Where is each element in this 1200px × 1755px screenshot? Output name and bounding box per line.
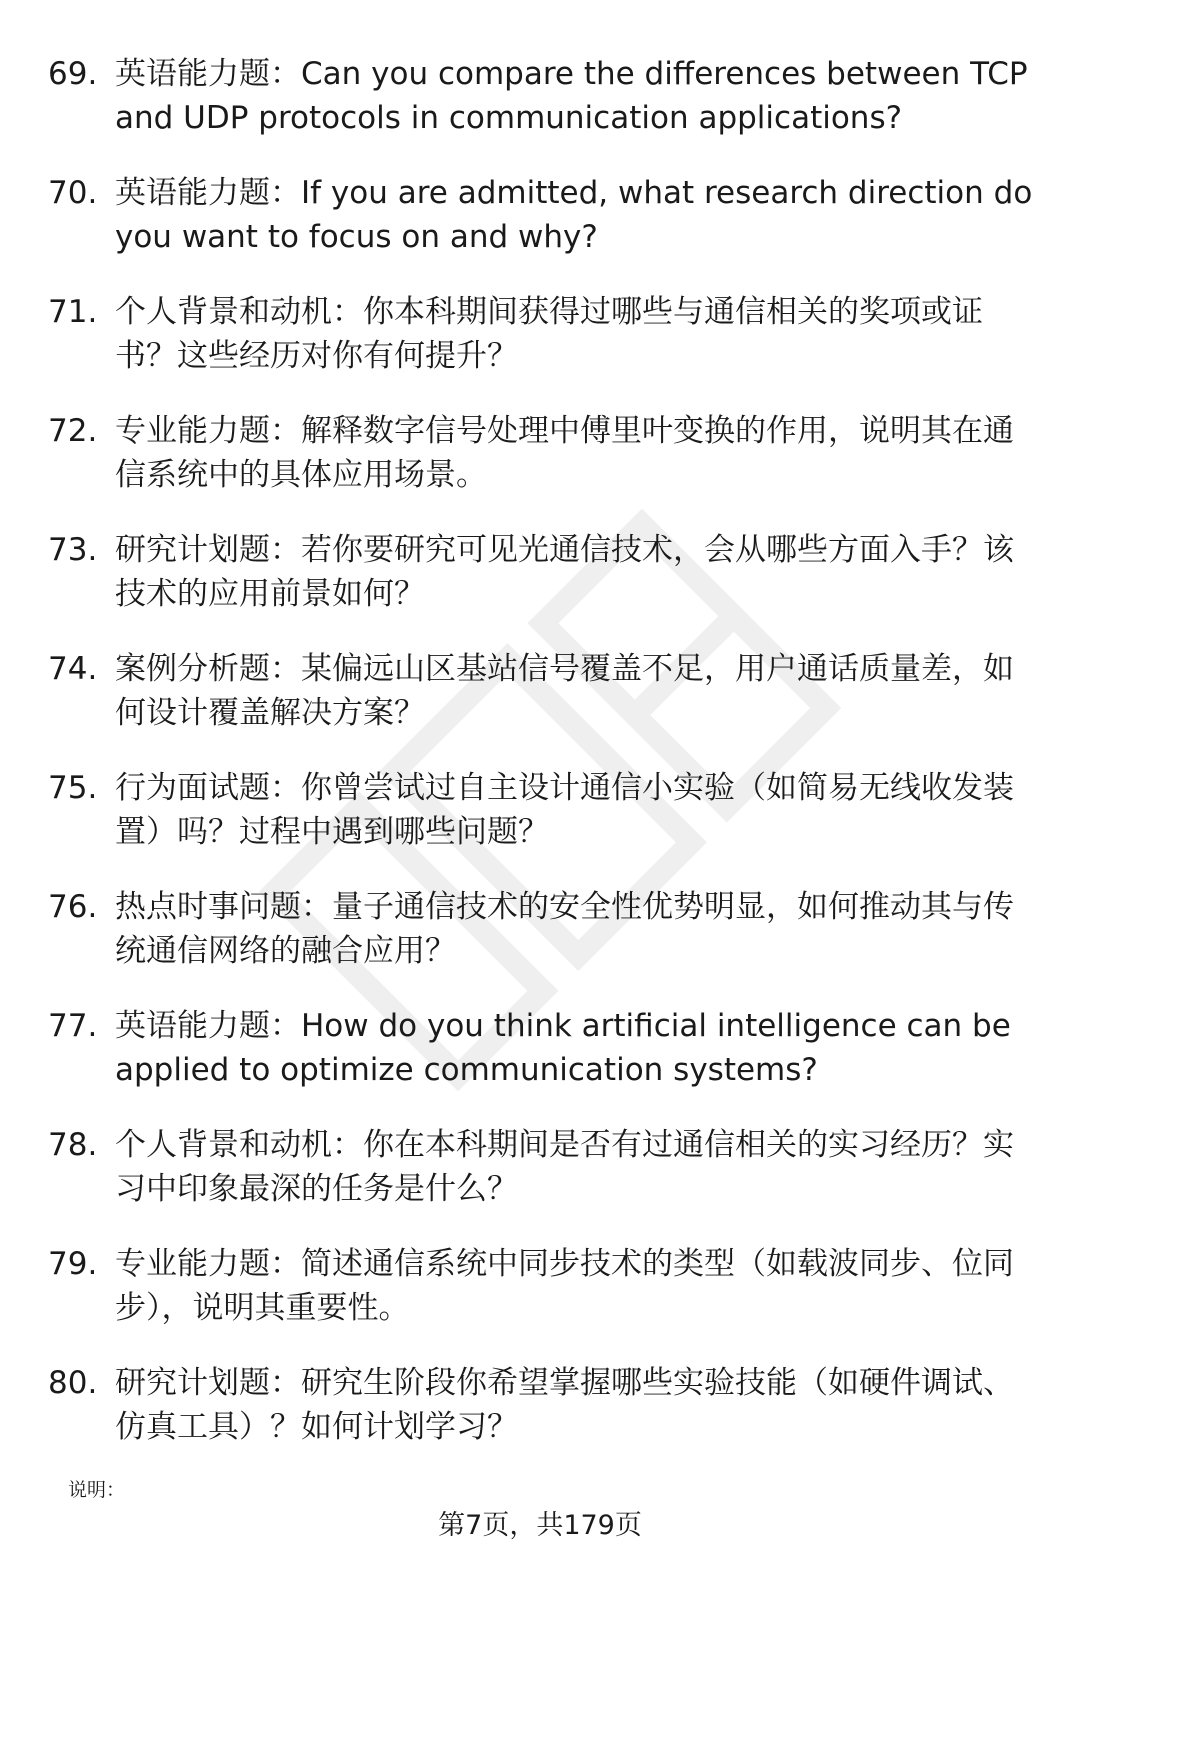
question-text: 研究计划题：若你要研究可见光通信技术，会从哪些方面入手？该技术的应用前景如何？	[115, 532, 1014, 612]
page-number: 第7页，共179页	[438, 1510, 642, 1541]
list-item	[48, 766, 1048, 885]
question-text: 案例分析题：某偏远山区基站信号覆盖不足，用户通话质量差，如何设计覆盖解决方案？	[115, 651, 1014, 731]
list-item	[48, 409, 1048, 528]
list-item	[48, 885, 1048, 1004]
question-number: 75.	[48, 770, 98, 806]
list-item	[48, 52, 1048, 171]
list-item	[48, 171, 1048, 290]
list-item	[48, 1123, 1048, 1242]
question-number: 72.	[48, 413, 98, 449]
question-text: 英语能力题：Can you compare the differences between TCP and UDP protocols in communication applications?	[115, 56, 1028, 136]
list-item	[48, 1361, 1048, 1480]
question-text: 专业能力题：简述通信系统中同步技术的类型（如载波同步、位同步），说明其重要性。	[115, 1246, 1014, 1326]
question-text: 专业能力题：解释数字信号处理中傅里叶变换的作用，说明其在通信系统中的具体应用场景。	[115, 413, 1014, 493]
question-number: 80.	[48, 1365, 98, 1401]
question-text: 个人背景和动机：你在本科期间是否有过通信相关的实习经历？实习中印象最深的任务是什么？	[115, 1127, 1014, 1207]
list-item	[48, 647, 1048, 766]
question-number: 78.	[48, 1127, 98, 1163]
question-text: 英语能力题：If you are admitted, what research direction do you want to focus on and why?	[115, 175, 1033, 255]
question-text: 行为面试题：你曾尝试过自主设计通信小实验（如简易无线收发装置）吗？过程中遇到哪些问题？	[115, 770, 1014, 850]
question-text: 个人背景和动机：你本科期间获得过哪些与通信相关的奖项或证书？这些经历对你有何提升？	[115, 294, 983, 374]
question-number: 79.	[48, 1246, 98, 1282]
list-item	[48, 528, 1048, 647]
question-text: 研究计划题：研究生阶段你希望掌握哪些实验技能（如硬件调试、仿真工具）？如何计划学习？	[115, 1365, 1014, 1445]
question-number: 73.	[48, 532, 98, 568]
question-number: 76.	[48, 889, 98, 925]
question-number: 69.	[48, 56, 98, 92]
question-text: 英语能力题：How do you think artificial intelligence can be applied to optimize communication systems?	[115, 1008, 1011, 1088]
question-list	[48, 52, 1048, 1480]
note-label: 说明：	[68, 1479, 126, 1501]
list-item	[48, 290, 1048, 409]
question-number: 71.	[48, 294, 98, 330]
question-text: 热点时事问题：量子通信技术的安全性优势明显，如何推动其与传统通信网络的融合应用？	[115, 889, 1014, 969]
question-number: 74.	[48, 651, 98, 687]
list-item	[48, 1004, 1048, 1123]
question-number: 77.	[48, 1008, 98, 1044]
list-item	[48, 1242, 1048, 1361]
question-number: 70.	[48, 175, 98, 211]
